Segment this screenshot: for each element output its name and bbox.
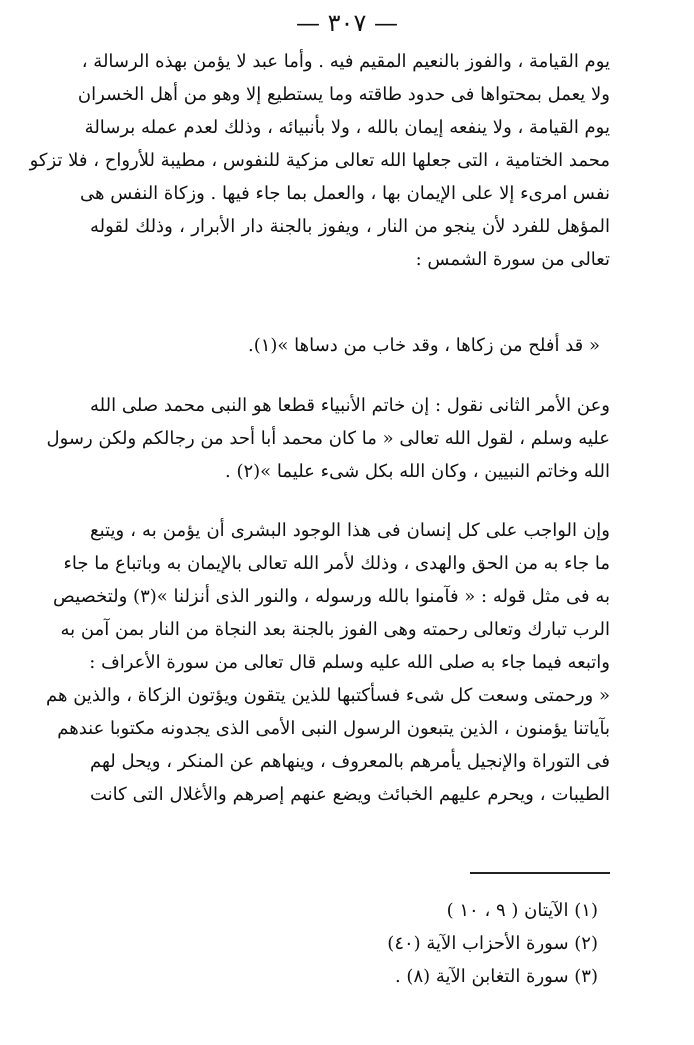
text-line: نفس امرىء إلا على الإيمان بها ، والعمل بما جاء فيها . وزكاة النفس هى — [80, 183, 610, 204]
text-line: محمد الختامية ، التى جعلها الله تعالى مزكية للنفوس ، مطيبة للأرواح ، فلا تزكو — [29, 150, 610, 171]
text-line: وعن الأمر الثانى نقول : إن خاتم الأنبياء قطعا هو النبى محمد صلى الله — [90, 395, 610, 416]
quran-verse: « قد أفلح من زكاها ، وقد خاب من دساها »(١). — [247, 335, 600, 356]
footnote-3: (٣) سورة التغابن الآية (٨) . — [394, 966, 598, 987]
text-line: يوم القيامة ، والفوز بالنعيم المقيم فيه . وأما عبد لا يؤمن بهذه الرسالة ، — [81, 51, 610, 72]
text-line: فى التوراة والإنجيل يأمرهم بالمعروف ، وينهاهم عن المنكر ، ويحل لهم — [90, 751, 610, 772]
text-line: المؤهل للفرد لأن ينجو من النار ، ويفوز بالجنة دار الأبرار ، وذلك لقوله — [90, 216, 610, 237]
text-line: عليه وسلم ، لقول الله تعالى « ما كان محمد أبا أحد من رجالكم ولكن رسول — [46, 428, 610, 449]
text-line: الطيبات ، ويحرم عليهم الخبائث ويضع عنهم إصرهم والأغلال التى كانت — [90, 784, 610, 805]
text-line: وإن الواجب على كل إنسان فى هذا الوجود البشرى أن يؤمن به ، ويتبع — [90, 520, 610, 541]
page-number: — ٣٠٧ — — [296, 9, 398, 37]
footnote-1: (١) الآيتان ( ٩ ، ١٠ ) — [446, 900, 598, 921]
text-line: الرب تبارك وتعالى رحمته وهى الفوز بالجنة بعد النجاة من النار بمن آمن به — [60, 619, 610, 640]
footnote-divider — [470, 872, 610, 874]
text-line: يوم القيامة ، ولا ينفعه إيمان بالله ، ولا بأنبيائه ، وذلك لعدم عمله برسالة — [84, 117, 610, 138]
text-line: به فى مثل قوله : « فآمنوا بالله ورسوله ، والنور الذى أنزلنا »(٣) ولتخصيص — [53, 586, 610, 607]
text-line: تعالى من سورة الشمس : — [415, 249, 610, 270]
text-line: ما جاء به من الحق والهدى ، وذلك لأمر الله تعالى بالإيمان به وباتباع ما جاء — [63, 553, 610, 574]
text-line: الله وخاتم النبيين ، وكان الله بكل شىء عليما »(٢) . — [225, 461, 610, 482]
text-line: « ورحمتى وسعت كل شىء فسأكتبها للذين يتقون ويؤتون الزكاة ، والذين هم — [46, 685, 610, 706]
text-line: بآياتنا يؤمنون ، الذين يتبعون الرسول النبى الأمى الذى يجدونه مكتوبا عندهم — [57, 718, 610, 739]
text-line: واتبعه فيما جاء به صلى الله عليه وسلم قال تعالى من سورة الأعراف : — [89, 652, 610, 673]
footnote-2: (٢) سورة الأحزاب الآية (٤٠) — [387, 933, 598, 954]
text-line: ولا يعمل بمحتواها فى حدود طاقته وما يستطيع إلا وهو من أهل الخسران — [77, 84, 610, 105]
